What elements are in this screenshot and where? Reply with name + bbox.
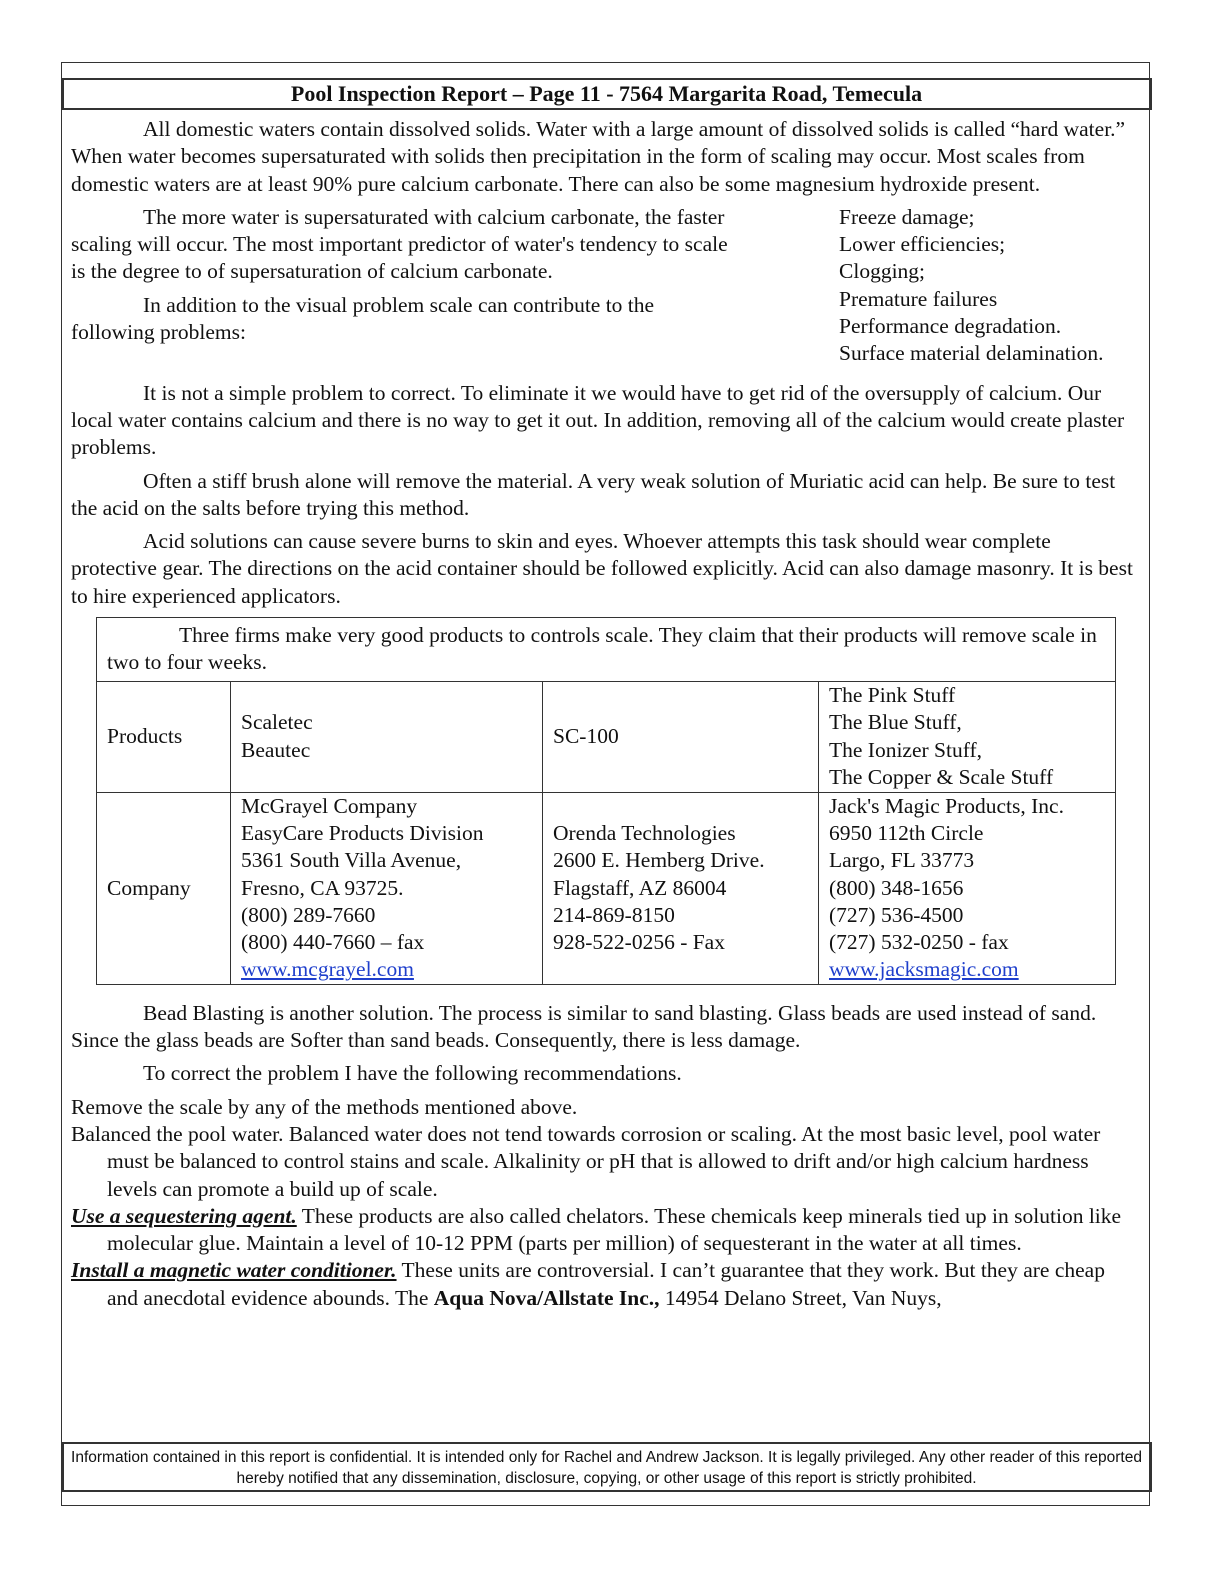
paragraph-recommendations-intro: To correct the problem I have the following recommendations. [143, 1061, 682, 1086]
problem-item: Lower efficiencies; [839, 232, 1006, 257]
paragraph-brush: Often a stiff brush alone will remove the material. A very weak solution of Muriatic acid can help. Be sure to test the acid on the salts before trying this method. [71, 468, 1116, 520]
recommendation-remove-scale: Remove the scale by any of the methods mentioned above. [71, 1094, 578, 1119]
table-intro-cell [97, 618, 1116, 682]
problem-item: Performance degradation. [839, 314, 1062, 339]
product-name: The Pink Stuff [829, 683, 956, 708]
scaling-text [71, 204, 741, 368]
company-line: 928-522-0256 - Fax [553, 930, 725, 955]
paragraph-correction: It is not a simple problem to correct. To eliminate it we would have to get rid of the oversupply of calcium. Our local water contains calcium and there is no way to get it out. In addition, removing all of the calcium would create plaster problems. [71, 380, 1125, 460]
cell-company-jacksmagic [819, 792, 1116, 984]
recommendation-sequestering [71, 1203, 1139, 1258]
company-line: Jack's Magic Products, Inc. [829, 793, 1064, 818]
company-line: (727) 536-4500 [829, 902, 964, 927]
company-line: EasyCare Products Division [241, 820, 484, 845]
problem-item: Surface material delamination. [839, 341, 1104, 366]
recommendation-text: These products are also called chelators. These chemicals keep minerals tied up in solution like molecular glue. Maintain a level of 10-12 PPM (parts per million) of sequesterant in the water at all times. [107, 1203, 1122, 1256]
products-table [96, 617, 1116, 985]
company-line: (800) 289-7660 [241, 902, 376, 927]
cell-products-orenda [543, 681, 819, 792]
company-line: (727) 532-0250 - fax [829, 930, 1009, 955]
company-line: Flagstaff, AZ 86004 [553, 875, 727, 900]
recommendation-lead: Install a magnetic water conditioner. [71, 1258, 397, 1283]
paragraph-supersaturation: The more water is supersaturated with calcium carbonate, the faster scaling will occur. The most important predictor of water's tendency to scale is the degree to of supersaturation of calcium carbonate. [71, 204, 728, 284]
company-line: Largo, FL 33773 [829, 848, 975, 873]
company-name-bold: Aqua Nova/Allstate Inc., [433, 1285, 660, 1310]
product-name: The Copper & Scale Stuff [829, 764, 1054, 789]
problem-item: Freeze damage; [839, 204, 975, 229]
paragraph-bead-blasting: Bead Blasting is another solution. The process is similar to sand blasting. Glass beads are used instead of sand. Since the glass beads are Softer than sand beads. Consequently, there is less damage. [71, 1000, 1097, 1053]
table-intro-text: Three firms make very good products to controls scale. They claim that their products will remove scale in two to four weeks. [107, 623, 1097, 675]
table-row-company [97, 792, 1116, 984]
jacksmagic-website-link[interactable]: www.jacksmagic.com [829, 957, 1019, 982]
cell-products-jacksmagic [819, 681, 1116, 792]
recommendation-text: These units are controversial. I can’t guarantee that they work. But they are cheap and anecdotal evidence abounds. The [107, 1258, 1105, 1310]
company-line: 2600 E. Hemberg Drive. [553, 848, 765, 873]
table-intro-row [97, 618, 1116, 682]
company-line: Orenda Technologies [553, 820, 736, 845]
problem-item: Premature failures [839, 286, 998, 311]
product-name: The Ionizer Stuff, [829, 737, 983, 762]
page-title: Pool Inspection Report – Page 11 - 7564 Margarita Road, Temecula [290, 81, 923, 106]
company-line: (800) 440-7660 – fax [241, 930, 425, 955]
cell-products-mcgrayel [231, 681, 543, 792]
mcgrayel-website-link[interactable]: www.mcgrayel.com [241, 957, 414, 982]
product-name: Beautec [241, 737, 311, 762]
company-line: Fresno, CA 93725. [241, 875, 404, 900]
company-line: 6950 112th Circle [829, 820, 984, 845]
report-body [71, 116, 1139, 1312]
confidentiality-notice: Information contained in this report is confidential. It is intended only for Rachel and Andrew Jackson. It is legally privileged. Any other reader of this reported hereby notified that any dissemination, disclosure, copying, or other usage of this report is strictly prohibited. [71, 1449, 1142, 1487]
row-label-company: Company [97, 792, 231, 984]
company-line: (800) 348-1656 [829, 875, 964, 900]
company-line: McGrayel Company [241, 793, 418, 818]
paragraph-acid: Acid solutions can cause severe burns to skin and eyes. Whoever attempts this task should wear complete protective gear. The directions on the acid container should be followed explicitly. Acid can also damage masonry. It is best to hire experienced applicators. [71, 529, 1133, 608]
product-name: The Blue Stuff, [829, 710, 962, 735]
recommendation-balance-water: Balanced the pool water. Balanced water does not tend towards corrosion or scaling. At the most basic level, pool water must be balanced to control stains and scale. Alkalinity or pH that is allowed to drift and/or high calcium hardness levels can promote a build up of scale. [71, 1121, 1101, 1201]
row-label-products: Products [97, 681, 231, 792]
recommendation-text-tail: 14954 Delano Street, Van Nuys, [659, 1285, 942, 1310]
company-line: 5361 South Villa Avenue, [241, 848, 462, 873]
product-name: Scaletec [241, 710, 313, 735]
recommendation-magnetic [71, 1257, 1139, 1312]
problem-item: Clogging; [839, 259, 926, 284]
products-table-wrapper [96, 617, 1116, 985]
cell-company-orenda [543, 792, 819, 984]
scaling-section [71, 204, 1139, 368]
product-name: SC-100 [553, 723, 619, 748]
paragraph-problems-intro: In addition to the visual problem scale can contribute to the following problems: [71, 292, 655, 345]
table-row-products [97, 681, 1116, 792]
recommendation-lead: Use a sequestering agent. [71, 1203, 297, 1228]
cell-company-mcgrayel [231, 792, 543, 984]
paragraph-hard-water: All domestic waters contain dissolved solids. Water with a large amount of dissolved solids is called “hard water.” When water becomes supersaturated with solids then precipitation in the form of scaling may occur. Most scales from domestic waters are at least 90% pure calcium carbonate. There can also be some magnesium hydroxide present. [71, 117, 1126, 196]
problems-list [839, 204, 1139, 368]
company-line: 214-869-8150 [553, 902, 675, 927]
